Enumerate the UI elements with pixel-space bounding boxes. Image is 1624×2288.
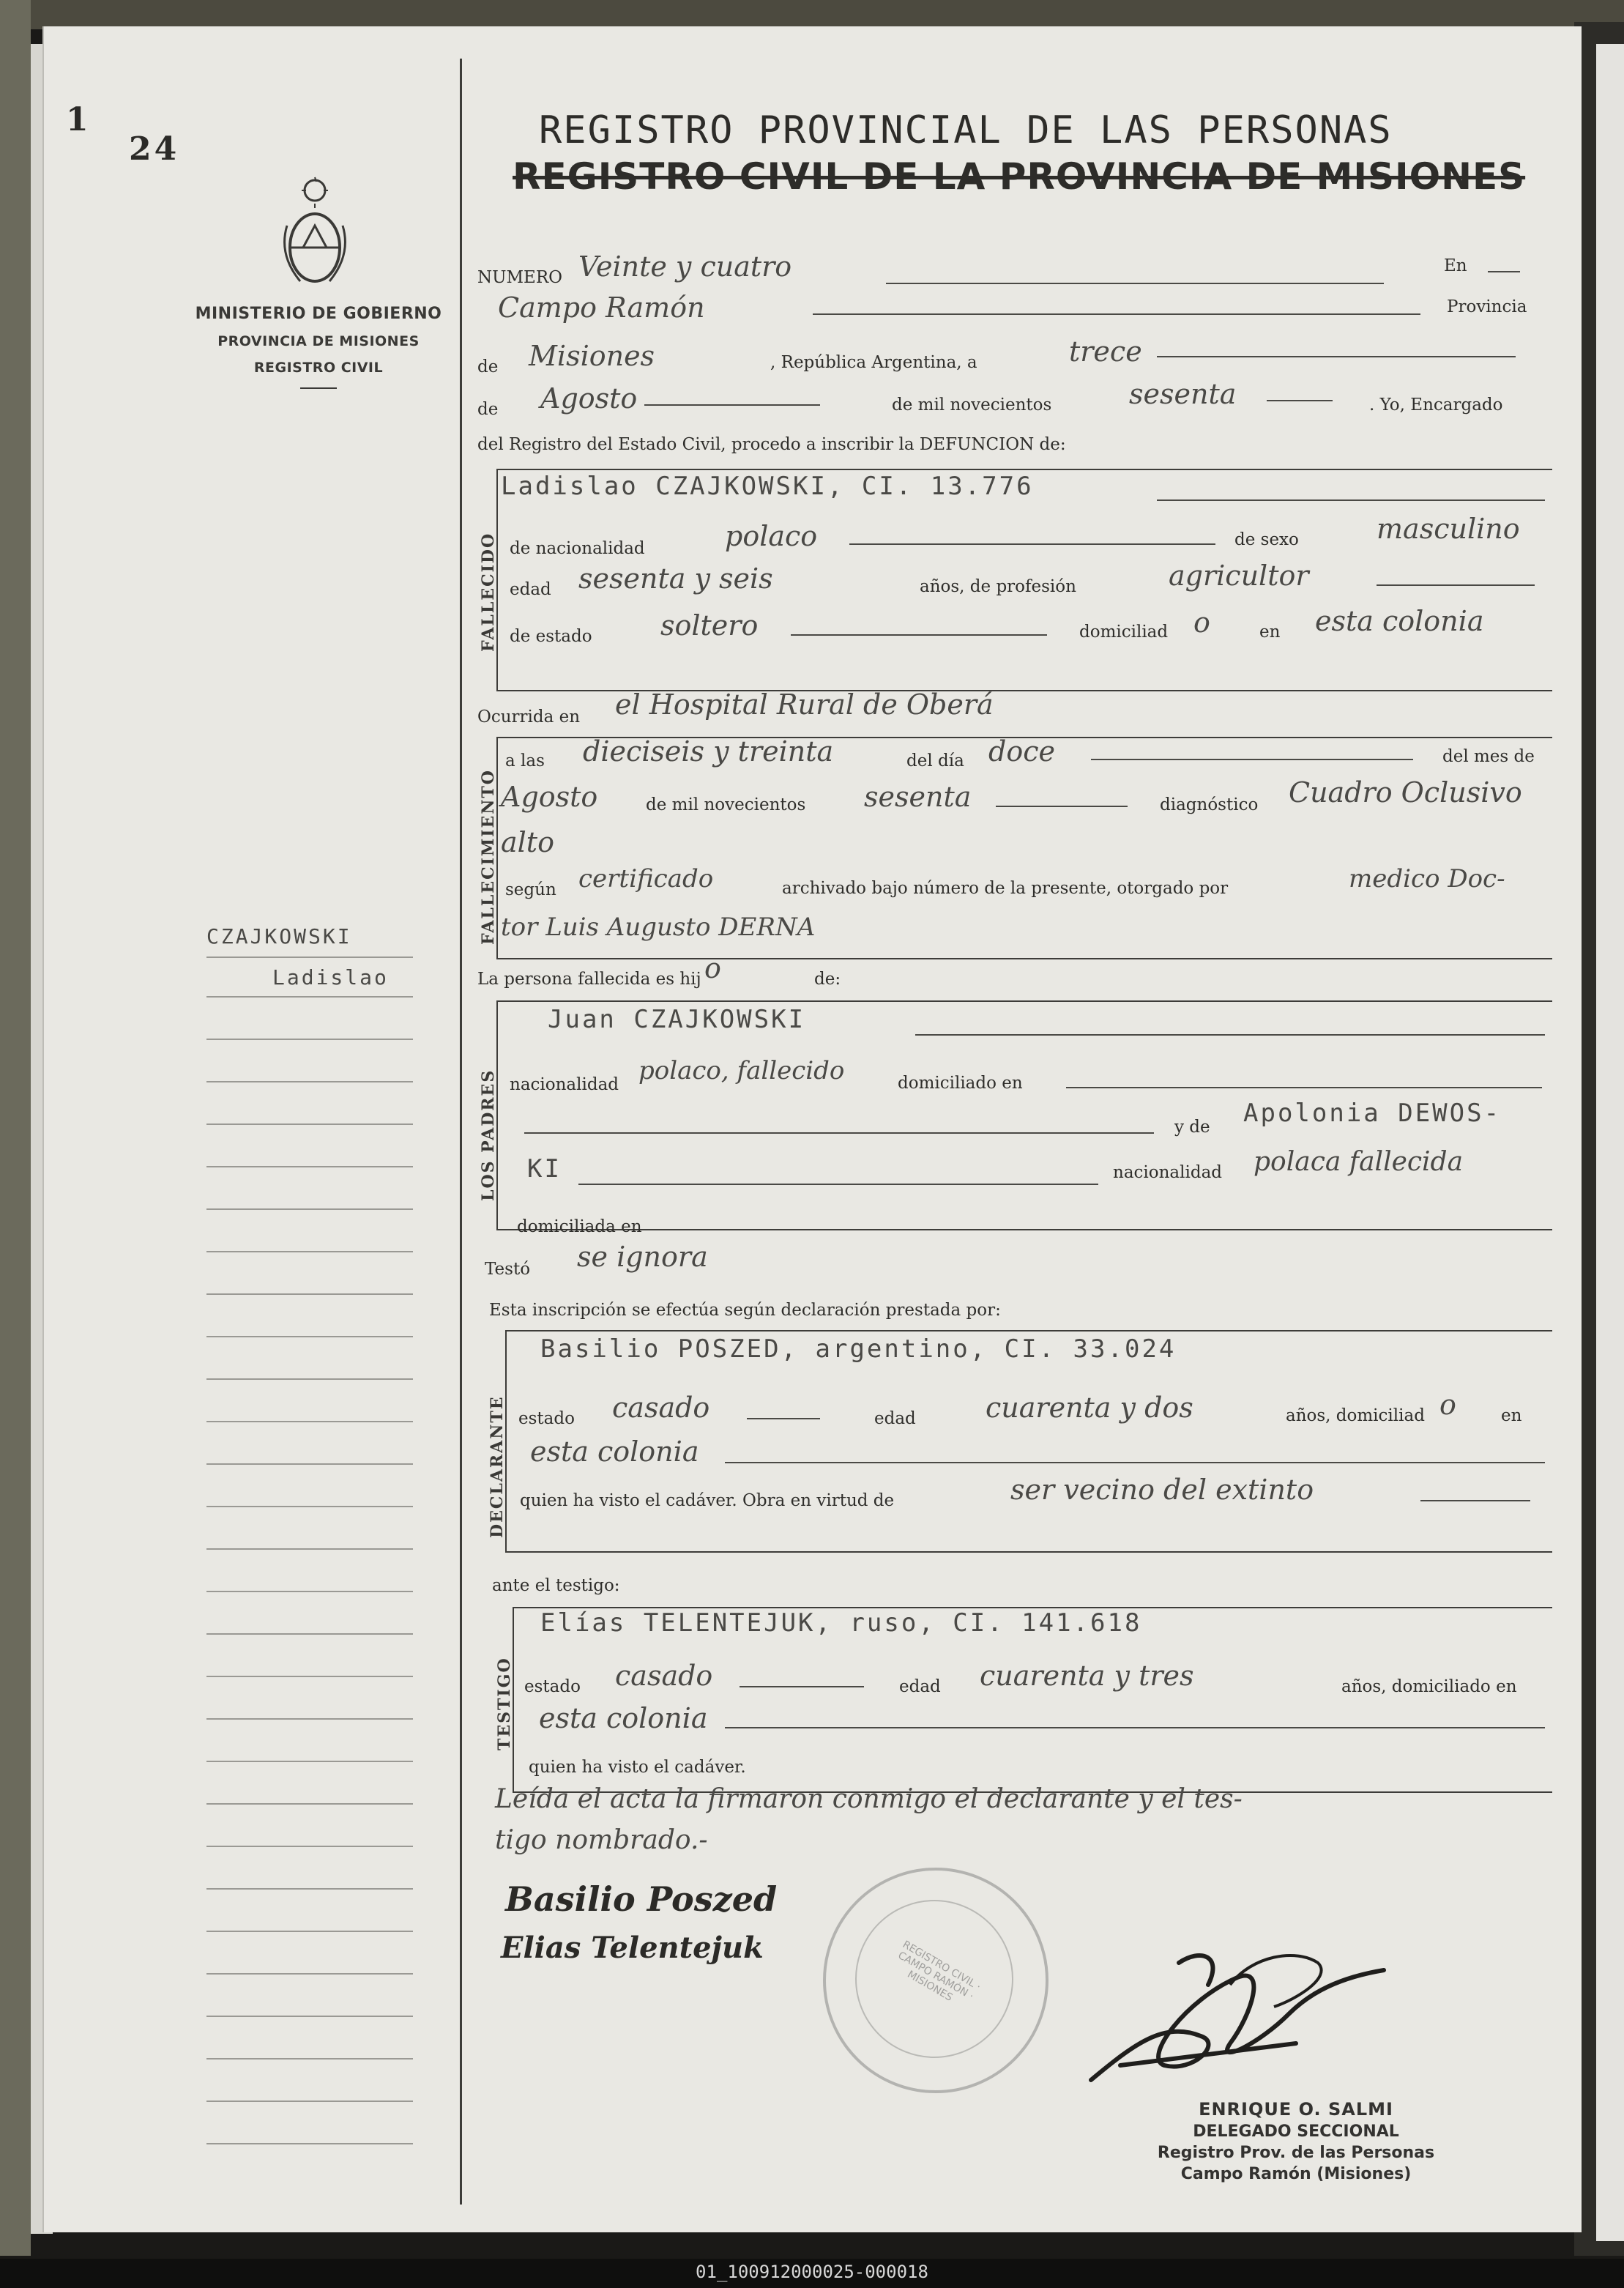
margin-line <box>206 1803 413 1805</box>
registry-heading: REGISTRO PROVINCIAL DE LAS PERSONAS <box>539 108 1393 152</box>
padre-domiciliado-label: domiciliado en <box>898 1074 1023 1093</box>
numero-value: Veinte y cuatro <box>578 250 792 283</box>
declarante-dom-suffix: o <box>1439 1389 1456 1421</box>
mil-label: de mil novecientos <box>892 395 1052 415</box>
testigo-section-label: TESTIGO <box>495 1657 514 1750</box>
fill-line <box>1420 1500 1530 1501</box>
declaracion-label: Esta inscripción se efectúa según declaración prestada por: <box>489 1301 1001 1320</box>
edad-value: sesenta y seis <box>578 562 773 595</box>
madre-name-2: KI <box>527 1154 562 1184</box>
declarante-virtud-value: ser vecino del extinto <box>1010 1474 1314 1506</box>
margin-line <box>206 1081 413 1082</box>
margin-line <box>206 1548 413 1550</box>
officer-office: Registro Prov. de las Personas <box>1157 2144 1435 2162</box>
fill-line <box>1267 400 1333 401</box>
encargado-label: . Yo, Encargado <box>1369 395 1503 415</box>
margin-line <box>206 1336 413 1337</box>
struck-registry-heading: REGISTRO CIVIL DE LA PROVINCIA DE MISIONES <box>513 155 1526 198</box>
en-label: En <box>1444 256 1467 275</box>
margin-rule <box>460 59 462 2205</box>
fill-line <box>1066 1087 1542 1088</box>
registry-stamp <box>823 1868 1048 2093</box>
domicilio-suffix: o <box>1193 606 1210 639</box>
de-label: de <box>477 357 499 376</box>
ministry-block <box>190 305 447 389</box>
en-label-2: en <box>1259 623 1281 642</box>
fill-line <box>725 1462 1545 1463</box>
dia-value: doce <box>988 735 1055 768</box>
margin-line <box>206 1039 413 1040</box>
padres-de-label: de: <box>814 970 841 989</box>
nacionalidad-value: polaco <box>725 520 818 552</box>
madre-nacionalidad-label: nacionalidad <box>1113 1163 1223 1182</box>
testigo-edad-value: cuarenta y tres <box>980 1660 1194 1692</box>
de-label-2: de <box>477 400 499 419</box>
coat-of-arms-icon <box>278 174 351 291</box>
profesion-label: años, de profesión <box>920 577 1076 596</box>
margin-line <box>206 1591 413 1592</box>
madre-domiciliada-label: domiciliada en <box>517 1217 642 1236</box>
mes-label: del mes de <box>1442 747 1535 766</box>
declarante-section-label: DECLARANTE <box>488 1395 507 1538</box>
fill-line <box>747 1418 820 1419</box>
testigo-domicilio-value: esta colonia <box>539 1702 708 1734</box>
medico-value-1: medico Doc- <box>1349 864 1505 894</box>
y-de-label: y de <box>1174 1118 1210 1137</box>
officer-title: DELEGADO SECCIONAL <box>1193 2122 1399 2141</box>
ocurrida-label: Ocurrida en <box>477 707 581 727</box>
fill-line <box>813 313 1420 315</box>
margin-line <box>206 1888 413 1890</box>
estado-value: soltero <box>660 609 759 642</box>
day-value: trece <box>1069 335 1142 368</box>
margin-line <box>206 1846 413 1847</box>
margin-surname: CZAJKOWSKI <box>206 924 352 948</box>
fill-line <box>1157 356 1516 357</box>
ministry-dash <box>300 387 337 389</box>
margin-line <box>206 2143 413 2144</box>
year-value: sesenta <box>1129 378 1237 410</box>
declarante-anios-label: años, domiciliad <box>1286 1406 1425 1425</box>
margin-line <box>206 2016 413 2017</box>
mil-label-2: de mil novecientos <box>646 795 806 814</box>
domicilio-value: esta colonia <box>1315 605 1484 637</box>
margin-line <box>206 1633 413 1635</box>
fill-line <box>791 634 1047 636</box>
margin-line <box>206 2058 413 2059</box>
margin-line <box>206 1378 413 1380</box>
place-value: Campo Ramón <box>498 291 705 324</box>
declarante-edad-label: edad <box>874 1409 916 1428</box>
image-id-label: 01_100912000025-000018 <box>696 2262 928 2282</box>
certificado-value: certificado <box>578 864 714 894</box>
closing-line-1: Leída el acta la firmaron conmigo el declarante y el tes- <box>495 1784 1243 1814</box>
officer-block <box>1142 2096 1450 2183</box>
testo-value: se ignora <box>577 1241 708 1273</box>
fill-line <box>524 1132 1154 1134</box>
declarante-domicilio-value: esta colonia <box>530 1435 699 1468</box>
margin-line <box>206 1761 413 1762</box>
padres-section-label: LOS PADRES <box>479 1069 498 1201</box>
fill-line <box>1377 584 1535 586</box>
diagnostico-value-2: alto <box>501 826 554 858</box>
fill-line <box>996 806 1128 807</box>
declarante-visto-label: quien ha visto el cadáver. Obra en virtud de <box>520 1491 895 1510</box>
margin-name: Ladislao <box>272 965 389 989</box>
testigo-estado-value: casado <box>615 1660 713 1692</box>
sexo-label: de sexo <box>1234 530 1299 549</box>
fallecido-section-label: FALLECIDO <box>479 532 498 652</box>
fill-line <box>1091 759 1413 760</box>
margin-line <box>206 957 413 958</box>
officer-signature-icon <box>1076 1934 1442 2109</box>
intro-label: del Registro del Estado Civil, procedo a inscribir la DEFUNCION de: <box>477 435 1066 454</box>
fill-line <box>886 283 1384 284</box>
province-value: Misiones <box>529 340 655 372</box>
fill-line <box>1488 271 1520 272</box>
diagnostico-label: diagnóstico <box>1160 795 1259 814</box>
declarante-edad-value: cuarenta y dos <box>986 1392 1193 1424</box>
officer-place: Campo Ramón (Misiones) <box>1180 2165 1412 2183</box>
closing-line-2: tigo nombrado.- <box>495 1825 708 1855</box>
margin-line <box>206 1506 413 1507</box>
testigo-visto-label: quien ha visto el cadáver. <box>529 1758 746 1777</box>
fill-line <box>725 1727 1545 1728</box>
medico-value-2: tor Luis Augusto DERNA <box>501 913 816 942</box>
estado-label: de estado <box>510 627 592 646</box>
province-name: PROVINCIA DE MISIONES <box>217 333 420 349</box>
declarante-name: Basilio POSZED, argentino, CI. 33.024 <box>540 1334 1177 1364</box>
margin-line <box>206 1973 413 1975</box>
alas-label: a las <box>505 751 545 770</box>
folio-number-1: 1 <box>66 101 89 138</box>
margin-line <box>206 1123 413 1125</box>
mes-value: Agosto <box>501 781 598 813</box>
book-cover-top <box>0 0 1624 29</box>
dia-label: del día <box>906 751 964 770</box>
segun-label: según <box>505 880 556 899</box>
padre-nacionalidad-value: polaco, fallecido <box>638 1056 845 1085</box>
padre-nacionalidad-label: nacionalidad <box>510 1075 619 1094</box>
testigo-anios-label: años, domiciliado en <box>1341 1677 1517 1696</box>
testigo-edad-label: edad <box>899 1677 941 1696</box>
ministry-name: MINISTERIO DE GOBIERNO <box>195 305 442 323</box>
hijo-suffix: o <box>704 952 721 984</box>
fill-line <box>644 404 820 406</box>
sexo-value: masculino <box>1377 513 1520 545</box>
margin-line <box>206 1718 413 1720</box>
margin-line <box>206 1463 413 1465</box>
testo-label: Testó <box>485 1260 531 1279</box>
officer-name: ENRIQUE O. SALMI <box>1199 2099 1393 2120</box>
declarante-estado-label: estado <box>518 1409 575 1428</box>
diagnostico-value-1: Cuadro Oclusivo <box>1289 776 1522 809</box>
margin-line <box>206 2101 413 2102</box>
declarante-signature: Basilio Poszed <box>505 1879 778 1919</box>
madre-nacionalidad-value: polaca fallecida <box>1254 1147 1464 1177</box>
fallecimiento-section-label: FALLECIMIENTO <box>479 769 498 945</box>
provincia-label: Provincia <box>1447 297 1527 316</box>
fallecido-name: Ladislao CZAJKOWSKI, CI. 13.776 <box>501 472 1034 501</box>
ante-testigo-label: ante el testigo: <box>492 1576 620 1595</box>
testigo-estado-label: estado <box>524 1677 581 1696</box>
numero-label: NUMERO <box>477 268 563 287</box>
next-page-edge <box>1596 44 1624 2241</box>
margin-line <box>206 1166 413 1167</box>
madre-name-1: Apolonia DEWOS- <box>1243 1099 1502 1128</box>
fill-line <box>849 543 1215 545</box>
margin-line <box>206 1251 413 1252</box>
margin-line <box>206 1208 413 1210</box>
fill-line <box>740 1686 864 1687</box>
fill-line <box>1157 499 1545 501</box>
testigo-name: Elías TELENTEJUK, ruso, CI. 141.618 <box>540 1608 1142 1638</box>
hijo-label: La persona fallecida es hij <box>477 970 701 989</box>
month-value: Agosto <box>540 382 638 415</box>
declarante-estado-value: casado <box>612 1392 710 1424</box>
anio-value: sesenta <box>864 781 972 813</box>
registry-name: REGISTRO CIVIL <box>253 360 384 376</box>
declarante-en-label: en <box>1501 1406 1522 1425</box>
margin-line <box>206 1293 413 1295</box>
margin-line <box>206 996 413 998</box>
profesion-value: agricultor <box>1169 560 1309 592</box>
archivado-label: archivado bajo número de la presente, otorgado por <box>782 879 1229 898</box>
margin-line <box>206 1421 413 1422</box>
hora-value: dieciseis y treinta <box>583 735 834 768</box>
stamp-text: REGISTRO CIVIL · CAMPO RAMÓN · MISIONES <box>895 1939 983 2004</box>
domicilio-label: domiciliad <box>1079 623 1169 642</box>
padre-name: Juan CZAJKOWSKI <box>548 1005 806 1034</box>
margin-line <box>206 1676 413 1677</box>
fill-line <box>915 1034 1545 1036</box>
margin-line <box>206 1931 413 1932</box>
nacionalidad-label: de nacionalidad <box>510 539 645 558</box>
fill-line <box>578 1184 1098 1185</box>
lugar-value: el Hospital Rural de Oberá <box>615 688 994 721</box>
testigo-signature: Elias Telentejuk <box>501 1931 764 1965</box>
edad-label: edad <box>510 580 551 599</box>
republica-label: , República Argentina, a <box>770 353 977 372</box>
folio-number-24: 24 <box>129 130 180 168</box>
book-cover-left <box>0 0 31 2256</box>
